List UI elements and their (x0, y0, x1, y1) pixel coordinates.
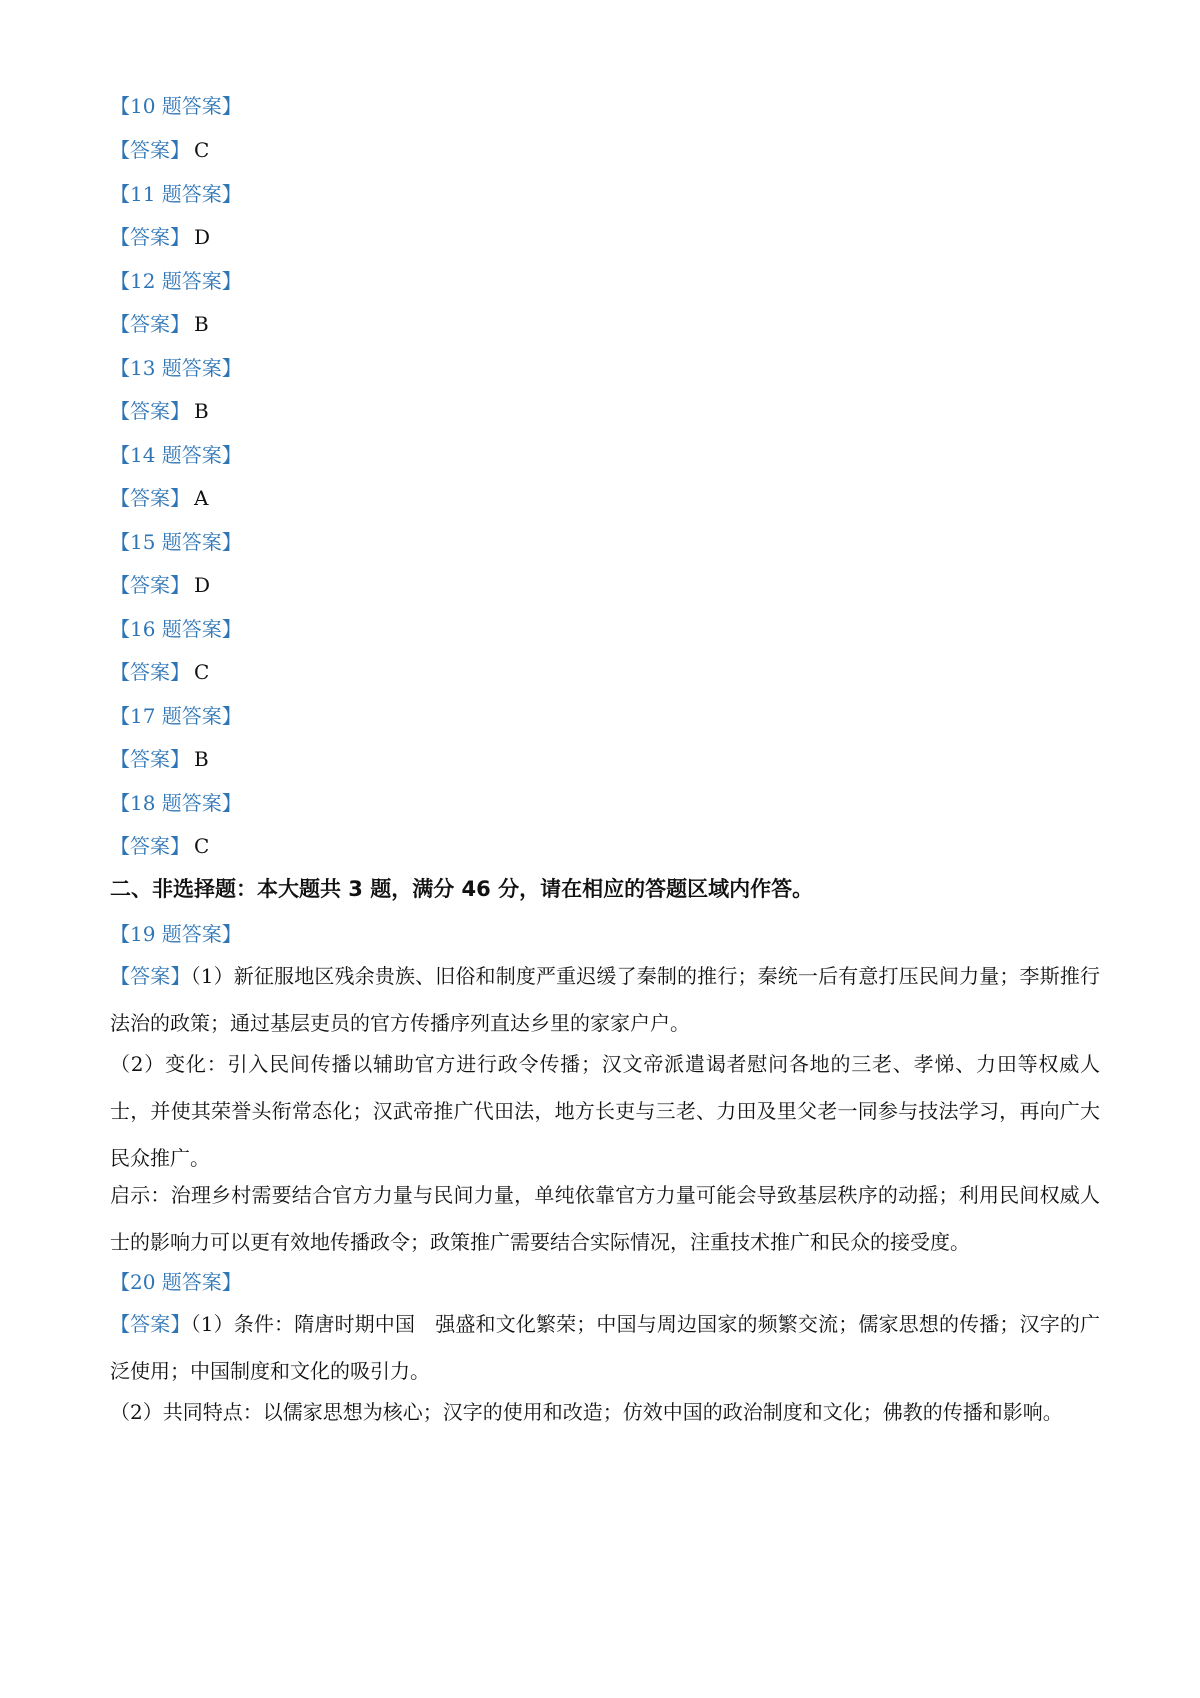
answer-header-17: 【17 题答案】 (110, 704, 242, 728)
answer-header-16: 【16 题答案】 (110, 617, 242, 641)
answer-20-part2: （2）共同特点：以儒家思想为核心；汉字的使用和改造；仿效中国的政治制度和文化；佛教的传播和影响。 (110, 1400, 1063, 1424)
answer-20-part1: 【答案】（1）条件：隋唐时期中国 强盛和文化繁荣；中国与周边国家的频繁交流；儒家思想的传播；汉字的广泛使用；中国制度和文化的吸引力。 (110, 1312, 1100, 1383)
section-2-title: 二、非选择题：本大题共 3 题，满分 46 分，请在相应的答题区域内作答。 (110, 877, 814, 901)
answer-19-part1: 【答案】（1）新征服地区残余贵族、旧俗和制度严重迟缓了秦制的推行；秦统一后有意打压民间力量；李斯推行法治的政策；通过基层吏员的官方传播序列直达乡里的家家户户。 (110, 964, 1100, 1035)
answer-line-16: 【答案】 C (110, 660, 210, 684)
answer-header-18: 【18 题答案】 (110, 791, 242, 815)
answer-19-part2: （2）变化：引入民间传播以辅助官方进行政令传播；汉文帝派遣谒者慰问各地的三老、孝悌、力田等权威人士，并使其荣誉头衔常态化；汉武帝推广代田法，地方长吏与三老、力田及里父老一同参与技法学习，再向广大民众推广。 (110, 1052, 1100, 1170)
answer-line-10: 【答案】 C (110, 138, 210, 162)
answer-line-13: 【答案】 B (110, 399, 209, 423)
answer-line-18: 【答案】 C (110, 834, 210, 858)
answer-line-17: 【答案】 B (110, 747, 209, 771)
answer-header-13: 【13 题答案】 (110, 356, 242, 380)
answer-header-15: 【15 题答案】 (110, 530, 242, 554)
answer-line-11: 【答案】 D (110, 225, 211, 249)
answer-header-11: 【11 题答案】 (110, 182, 242, 206)
answer-header-10: 【10 题答案】 (110, 94, 242, 118)
answer-line-14: 【答案】 A (110, 486, 209, 510)
answer-line-12: 【答案】 B (110, 312, 209, 336)
answer-header-14: 【14 题答案】 (110, 443, 242, 467)
answer-line-15: 【答案】 D (110, 573, 211, 597)
answer-header-12: 【12 题答案】 (110, 269, 242, 293)
answer-19-insight: 启示：治理乡村需要结合官方力量与民间力量，单纯依靠官方力量可能会导致基层秩序的动摇；利用民间权威人士的影响力可以更有效地传播政令；政策推广需要结合实际情况，注重技术推广和民众的接受度。 (110, 1183, 1100, 1254)
answer-header-19: 【19 题答案】 (110, 922, 242, 946)
answer-header-20: 【20 题答案】 (110, 1270, 242, 1294)
